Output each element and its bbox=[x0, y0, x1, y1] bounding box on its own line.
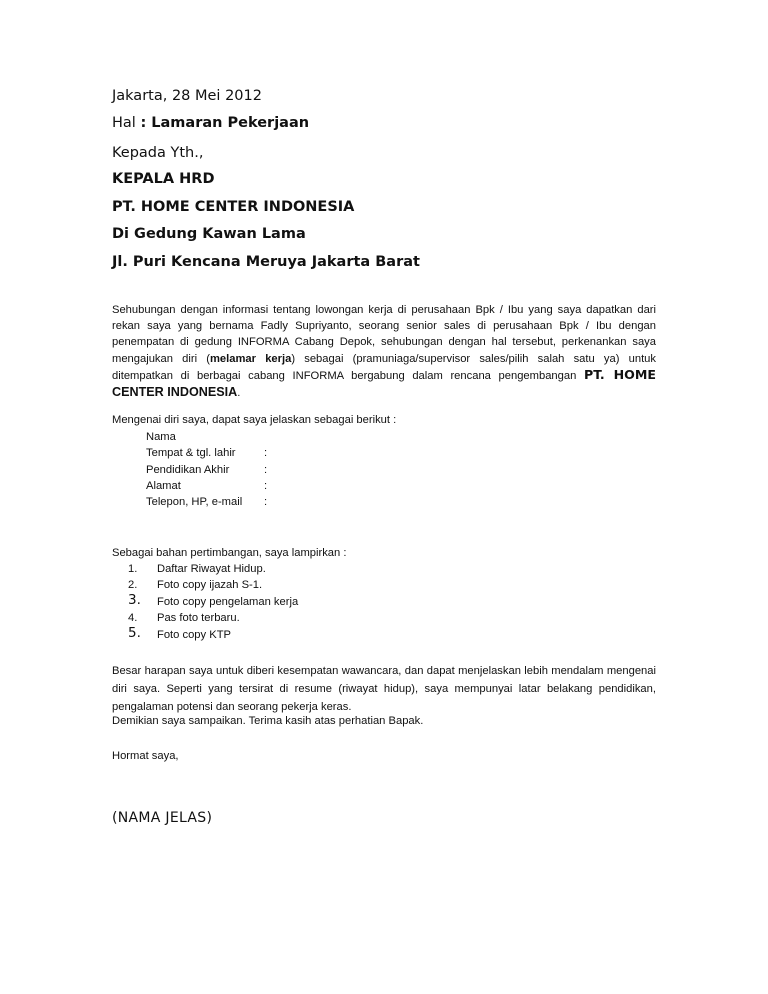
list-item bbox=[128, 624, 428, 643]
list-text: Foto copy ijazah S-1. bbox=[157, 579, 263, 592]
personal-fields bbox=[146, 429, 406, 510]
field-colon: : bbox=[264, 447, 268, 460]
field-label: Tempat & tgl. lahir bbox=[146, 447, 236, 460]
list-number: 3. bbox=[128, 591, 141, 608]
intro-text-2: ) sebagai (pramuniaga/supervisor sales/pilih salah satu ya) untuk ditempatkan di berbagai cabang INFORMA bergabung dalam rencana pengembangan bbox=[112, 352, 656, 382]
attachments-intro: Sebagai bahan pertimbangan, saya lampirkan : bbox=[112, 547, 347, 559]
list-item bbox=[128, 561, 428, 577]
list-item bbox=[128, 577, 428, 593]
closing-thanks: Demikian saya sampaikan. Terima kasih atas perhatian Bapak. bbox=[112, 715, 424, 727]
list-text: Foto copy KTP bbox=[157, 628, 231, 641]
letter-date: Jakarta, 28 Mei 2012 bbox=[112, 88, 262, 104]
list-number: 4. bbox=[128, 612, 138, 625]
attachments-list bbox=[128, 561, 428, 643]
personal-intro: Mengenai diri saya, dapat saya jelaskan sebagai berikut : bbox=[112, 414, 397, 426]
recipient-company: PT. HOME CENTER INDONESIA bbox=[112, 199, 355, 215]
field-row bbox=[146, 445, 406, 461]
intro-text-1: Sehubungan dengan informasi tentang lowongan kerja di perusahaan Bpk / Ibu yang saya dapatkan dari rekan saya yang bernama Fadly Supriyanto, seorang senior sales di perusahaan Bpk / Ibu dengan penempatan di gedung INFORMA Cabang Depok, sehubungan dengan hal tersebut, perkenankan saya mengajukan diri ( bbox=[112, 304, 656, 365]
field-colon: : bbox=[264, 496, 268, 509]
subject-text: : Lamaran Pekerjaan bbox=[140, 115, 310, 131]
field-label: Nama bbox=[146, 431, 176, 443]
field-label: Telepon, HP, e-mail bbox=[146, 496, 243, 509]
salutation: Kepada Yth., bbox=[112, 145, 204, 161]
field-row bbox=[146, 429, 406, 445]
list-number: 1. bbox=[128, 563, 138, 575]
field-label: Pendidikan Akhir bbox=[146, 463, 230, 476]
closing-regards: Hormat saya, bbox=[112, 750, 179, 762]
field-row bbox=[146, 462, 406, 478]
recipient-street: Jl. Puri Kencana Meruya Jakarta Barat bbox=[112, 254, 420, 270]
intro-emphasis: melamar kerja bbox=[209, 352, 292, 365]
list-item bbox=[128, 591, 428, 610]
field-colon: : bbox=[264, 463, 268, 476]
recipient-title: KEPALA HRD bbox=[112, 171, 215, 187]
letter-subject bbox=[112, 115, 309, 131]
subject-prefix: Hal bbox=[112, 115, 136, 131]
list-item bbox=[128, 610, 428, 626]
closing-paragraph: Besar harapan saya untuk diberi kesempatan wawancara, dan dapat menjelaskan lebih mendalam mengenai diri saya. Seperti yang tersirat di resume (riwayat hidup), saya mempunyai latar belakang pendidikan, pengalaman potensi dan seorang pekerja keras. bbox=[112, 665, 656, 713]
field-colon: : bbox=[264, 479, 268, 492]
intro-company-rest: CENTER INDONESIA bbox=[112, 385, 238, 400]
signature-name: (NAMA JELAS) bbox=[112, 810, 213, 826]
intro-company-pt: PT. HOME bbox=[583, 366, 656, 382]
field-row bbox=[146, 478, 406, 494]
list-number: 2. bbox=[128, 579, 138, 592]
list-text: Daftar Riwayat Hidup. bbox=[157, 563, 266, 575]
list-number: 5. bbox=[128, 624, 141, 641]
intro-period: . bbox=[237, 387, 241, 400]
field-row bbox=[146, 494, 406, 510]
recipient-building: Di Gedung Kawan Lama bbox=[112, 226, 306, 242]
list-text: Pas foto terbaru. bbox=[157, 612, 240, 625]
intro-paragraph bbox=[112, 302, 656, 401]
field-label: Alamat bbox=[146, 479, 181, 492]
list-text: Foto copy pengelaman kerja bbox=[157, 595, 299, 608]
